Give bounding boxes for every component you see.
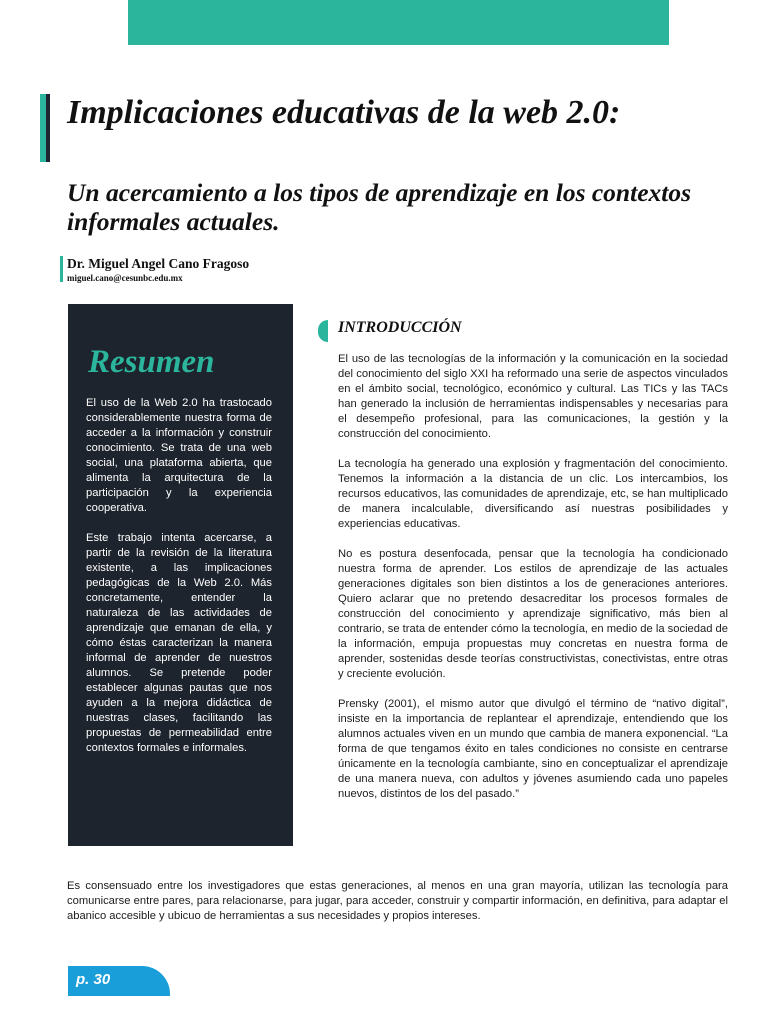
author-email: miguel.cano@cesunbc.edu.mx xyxy=(67,273,183,283)
introduction-body xyxy=(338,352,728,817)
abstract-heading: Resumen xyxy=(88,344,215,380)
body-paragraph: Prensky (2001), el mismo autor que divulgó el término de “nativo digital”, insiste en la importancia de replantear el aprendizaje, entendiendo que los alumnos actuales viven en un mundo que cambia de manera exponencial. “La forma de que tengamos éxito en tales condiciones no consiste en centrarse únicamente en la tecnología cambiante, sino en conceptualizar el aprendizaje de una manera nueva, con adultos y jóvenes asumiendo cada uno papeles nuevos, distintos de los del pasado.” xyxy=(338,698,728,800)
body-paragraph: No es postura desenfocada, pensar que la tecnología ha condicionado nuestra forma de aprender. Los estilos de aprendizaje de las actuales generaciones digitales son bien distintos a los de generaciones anteriores. Quiero aclarar que no pretendo desacreditar los procesos formales de construcción del conocimiento y aprendizaje significativo, más bien al contrario, se trata de entender cómo la tecnología, en medio de la sociedad de la información, empuja propuestas muy concretas en nuestra forma de aprender, sostenidas desde teorías constructivistas, conectivistas, entre otras y creciente evolución. xyxy=(338,548,728,680)
header-accent-bar xyxy=(128,0,669,45)
page-number-tab xyxy=(68,966,170,996)
full-width-paragraph: Es consensuado entre los investigadores que estas generaciones, al menos en una gran mayoría, utilizan las tecnología para comunicarse entre pares, para relacionarse, para jugar, para acceder, construir y compartir información, en definitiva, para adaptar el abanico accesible y ubicuo de herramientas a sus necesidades y propios intereses. xyxy=(67,880,728,922)
article-subtitle: Un acercamiento a los tipos de aprendizaje en los contextos informales actuales. xyxy=(67,178,692,236)
body-paragraph: La tecnología ha generado una explosión y fragmentación del conocimiento. Tenemos la información a la distancia de un clic. Los intercambios, los recursos educativos, las comunidades de aprendizaje, etc, se han multiplicado de manera incalculable, diversificando así nuestras posibilidades y experiencias educativas. xyxy=(338,458,728,530)
abstract-panel xyxy=(68,304,293,846)
title-accent-bar-dark xyxy=(46,94,50,162)
abstract-text xyxy=(86,396,272,771)
page-number: p. 30 xyxy=(76,971,111,988)
abstract-paragraph: Este trabajo intenta acercarse, a partir de la revisión de la literatura existente, a las implicaciones pedagógicas de la Web 2.0. Más concretamente, entender la naturaleza de las actividades de aprendizaje que emanan de ella, y cómo éstas caracterizan la manera informal de aprender de nuestros alumnos. Se pretende poder establecer algunas pautas que nos ayuden a la mejora didáctica de nuestras clases, facilitando las propuestas de permeabilidad entre contextos formales e informales. xyxy=(86,532,272,754)
section-heading-introduccion: INTRODUCCIÓN xyxy=(338,319,462,336)
article-title: Implicaciones educativas de la web 2.0: xyxy=(67,94,621,131)
author-name: Dr. Miguel Angel Cano Fragoso xyxy=(67,256,250,271)
body-paragraph: El uso de las tecnologías de la información y la comunicación en la sociedad del conocimiento del siglo XXI ha reformado una serie de aspectos vinculados en el ámbito social, tecnológico, económico y cultural. Las TICs y las TACs han generado la inclusión de herramientas indispensables y necesarias para el desempeño profesional, para las comunicaciones, la gestión y la construcción del conocimiento. xyxy=(338,353,728,440)
abstract-paragraph: El uso de la Web 2.0 ha trastocado considerablemente nuestra forma de acceder a la información y construir conocimiento. Se trata de una web social, una plataforma abierta, que alimenta la arquitectura de la participación y la experiencia cooperativa. xyxy=(86,397,272,514)
author-accent-bar xyxy=(60,256,63,282)
section-accent-marker xyxy=(318,320,328,342)
